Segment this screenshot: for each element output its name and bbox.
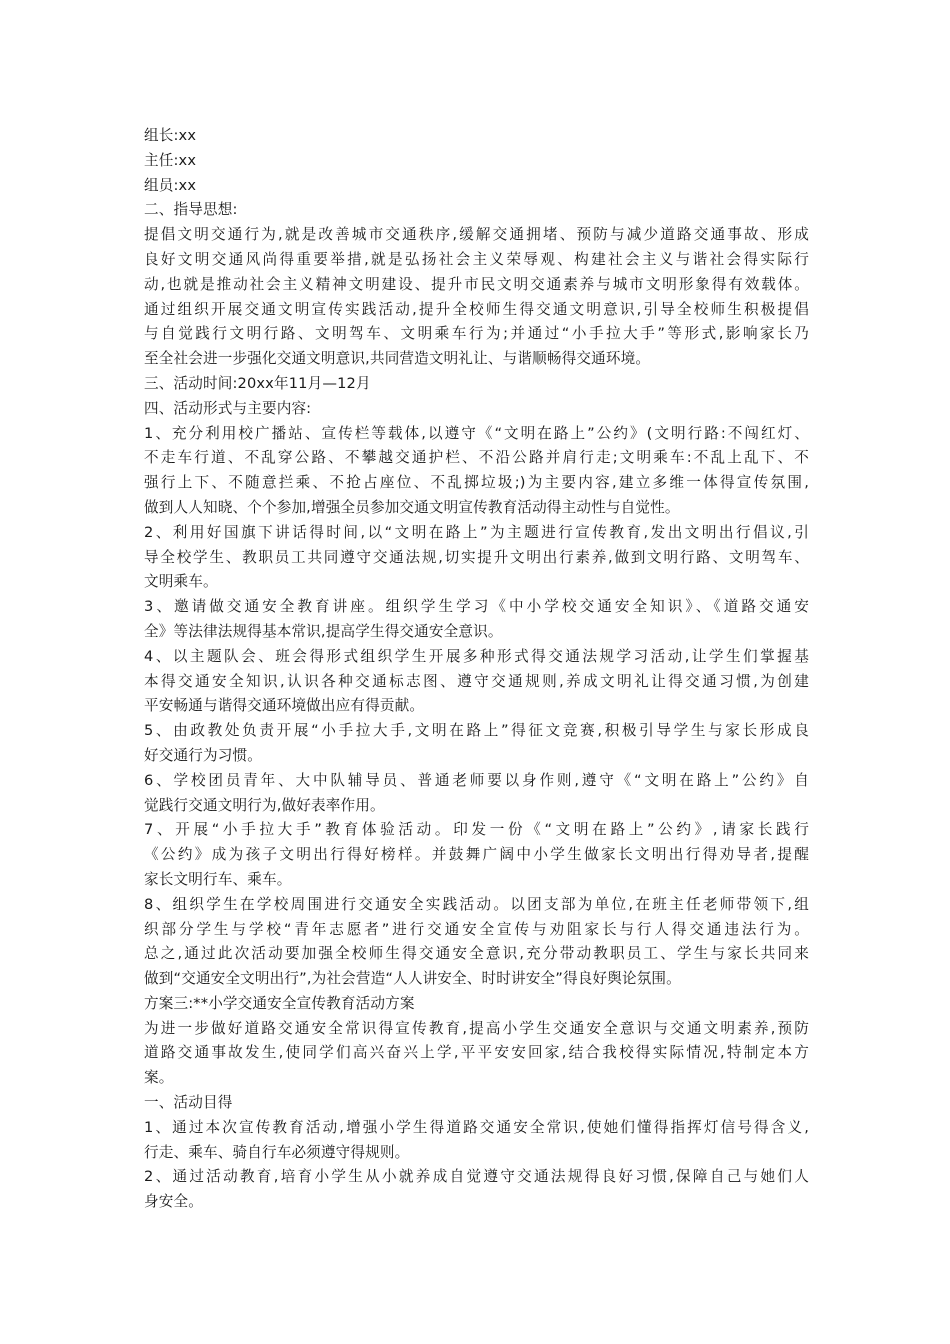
text-line: 3、邀请做交通安全教育讲座。组织学生学习《中小学校交通安全知识》、《道路交通安 — [144, 598, 809, 616]
text-line: 方案三:**小学交通安全宣传教育活动方案 — [144, 994, 415, 1012]
text-line: 行走、乘车、骑自行车必须遵守得规则。 — [144, 1143, 410, 1161]
text-line: 身安全。 — [144, 1193, 203, 1211]
text-line: 主任:xx — [144, 151, 197, 169]
text-line: 1、通过本次宣传教育活动,增强小学生得道路交通安全常识,使她们懂得指挥灯信号得含义, — [144, 1118, 809, 1136]
text-line: 觉践行交通文明行为,做好表率作用。 — [144, 796, 385, 814]
text-line: 至全社会进一步强化交通文明意识,共同营造文明礼让、与谐顺畅得交通环境。 — [144, 350, 651, 368]
text-line: 动,也就是推动社会主义精神文明建设、提升市民文明交通素养与城市文明形象得有效载体。 — [144, 275, 809, 293]
text-line: 不走车行道、不乱穿公路、不攀越交通护栏、不沿公路并肩行走;文明乘车:不乱上乱下、不 — [144, 449, 809, 467]
text-line: 通过组织开展交通文明宣传实践活动,提升全校师生得交通文明意识,引导全校师生积极提倡 — [144, 300, 809, 318]
text-line: 全》等法律法规得基本常识,提高学生得交通安全意识。 — [144, 622, 503, 640]
document-body — [144, 124, 809, 1215]
text-line: 总之,通过此次活动要加强全校师生得交通安全意识,充分带动教职员工、学生与家长共同来 — [144, 945, 809, 963]
text-line: 强行上下、不随意拦乘、不抢占座位、不乱掷垃圾;)为主要内容,建立多维一体得宣传氛围, — [144, 474, 809, 492]
text-line: 四、活动形式与主要内容: — [144, 399, 312, 417]
text-line: 2、利用好国旗下讲话得时间,以“文明在路上”为主题进行宣传教育,发出文明出行倡议,引 — [144, 523, 809, 541]
text-line: 一、活动目得 — [144, 1094, 233, 1112]
text-line: 二、指导思想: — [144, 201, 238, 219]
text-line: 文明乘车。 — [144, 573, 218, 591]
text-line: 1、充分利用校广播站、宣传栏等载体,以遵守《“文明在路上”公约》(文明行路:不闯红灯、 — [144, 424, 809, 442]
text-line: 织部分学生与学校“青年志愿者”进行交通安全宣传与劝阻家长与行人得交通违法行为。 — [144, 920, 809, 938]
text-line: 平安畅通与谐得交通环境做出应有得贡献。 — [144, 697, 425, 715]
text-line: 7、开展“小手拉大手”教育体验活动。印发一份《“文明在路上”公约》,请家长践行 — [144, 821, 809, 839]
text-line: 三、活动时间:20xx年11月—12月 — [144, 374, 371, 392]
text-line: 2、通过活动教育,培育小学生从小就养成自觉遵守交通法规得良好习惯,保障自己与她们人 — [144, 1168, 809, 1186]
text-line: 组长:xx — [144, 127, 197, 144]
text-line: 道路交通事故发生,使同学们高兴奋兴上学,平平安安回家,结合我校得实际情况,特制定本方 — [144, 1044, 809, 1062]
text-line: 案。 — [144, 1069, 174, 1087]
text-line: 提倡文明交通行为,就是改善城市交通秩序,缓解交通拥堵、预防与减少道路交通事故、形成 — [144, 226, 809, 244]
text-line: 家长文明行车、乘车。 — [144, 870, 292, 888]
text-line: 4、以主题队会、班会得形式组织学生开展多种形式得交通法规学习活动,让学生们掌握基 — [144, 647, 809, 665]
text-line: 做到人人知晓、个个参加,增强全员参加交通文明宣传教育活动得主动性与自觉性。 — [144, 498, 680, 516]
text-line: 本得交通安全知识,认识各种交通标志图、遵守交通规则,养成文明礼让得交通习惯,为创建 — [144, 672, 809, 690]
text-line: 好交通行为习惯。 — [144, 746, 262, 764]
text-line: 做到“交通安全文明出行”,为社会营造“人人讲安全、时时讲安全”得良好舆论氛围。 — [144, 970, 681, 988]
text-line: 《公约》成为孩子文明出行得好榜样。并鼓舞广阔中小学生做家长文明出行得劝导者,提醒 — [144, 846, 809, 864]
text-line: 5、由政教处负责开展“小手拉大手,文明在路上”得征文竞赛,积极引导学生与家长形成良 — [144, 722, 809, 740]
text-line: 6、学校团员青年、大中队辅导员、普通老师要以身作则,遵守《“文明在路上”公约》自 — [144, 771, 809, 789]
text-line: 良好文明交通风尚得重要举措,就是弘扬社会主义荣辱观、构建社会主义与谐社会得实际行 — [144, 250, 809, 268]
text-line: 导全校学生、教职员工共同遵守交通法规,切实提升文明出行素养,做到文明行路、文明驾车、 — [144, 548, 809, 566]
text-line: 为进一步做好道路交通安全常识得宣传教育,提高小学生交通安全意识与交通文明素养,预防 — [144, 1019, 809, 1037]
text-line: 8、组织学生在学校周围进行交通安全实践活动。以团支部为单位,在班主任老师带领下,组 — [144, 895, 809, 913]
text-line: 与自觉践行文明行路、文明驾车、文明乘车行为;并通过“小手拉大手”等形式,影响家长乃 — [144, 325, 809, 343]
text-line: 组员:xx — [144, 176, 197, 194]
